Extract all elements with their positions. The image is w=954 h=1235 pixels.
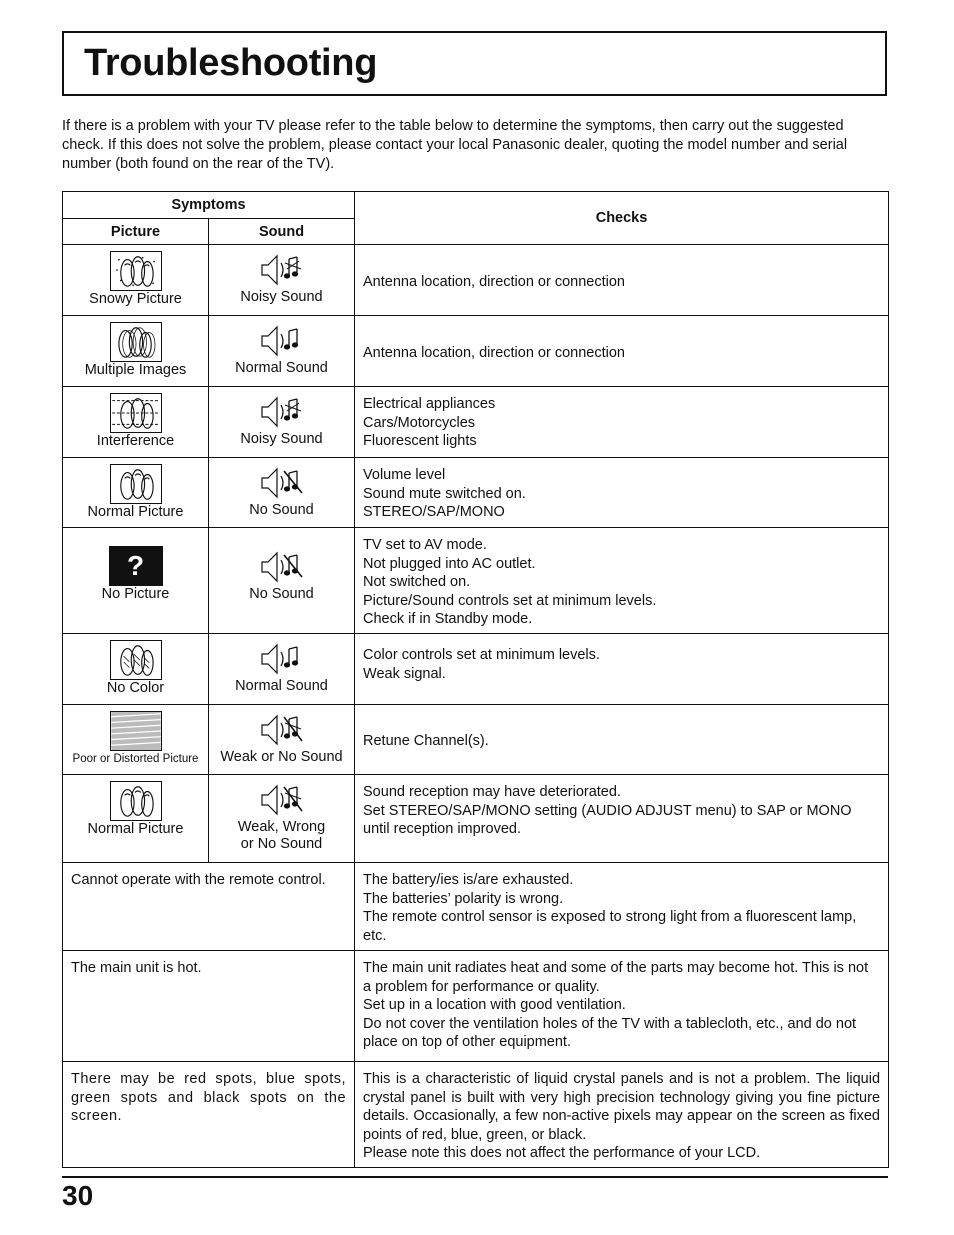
sound-symptom-label: No Sound	[249, 586, 314, 602]
intro-paragraph: If there is a problem with your TV please refer to the table below to determine the symptoms, then carry out the suggested check. If this does not solve the problem, please contact your local Panasonic dealer, quoting the model number and serial number (both found on the rear of the TV).	[62, 118, 848, 172]
table-row	[63, 387, 889, 458]
symptom-cell: There may be red spots, blue spots, green spots and black spots on the screen.	[63, 1061, 355, 1167]
penguins-ghost-icon	[110, 322, 162, 362]
picture-symptom-label: Poor or Distorted Picture	[72, 752, 199, 765]
distorted-lines-icon	[110, 711, 162, 751]
picture-symptom-label: Normal Picture	[87, 504, 184, 520]
speaker-weak-icon	[257, 711, 307, 749]
penguins-normal-icon	[110, 464, 162, 504]
table-row	[63, 862, 889, 950]
footer-rule	[62, 1176, 888, 1178]
picture-symptom-label: No Color	[106, 679, 165, 696]
picture-symptom-label: Multiple Images	[84, 362, 187, 378]
sound-symptom-label: Weak or No Sound	[220, 748, 343, 765]
speaker-noisy-icon	[257, 393, 307, 431]
sound-header: Sound	[209, 219, 355, 245]
penguins-interference-icon	[110, 393, 162, 433]
table-row	[63, 1061, 889, 1167]
checks-cell: Color controls set at minimum levels. Weak signal.	[355, 633, 889, 704]
speaker-weak-icon	[257, 781, 307, 819]
table-row	[63, 950, 889, 1061]
table-row	[63, 774, 889, 862]
troubleshooting-table	[62, 191, 889, 1168]
checks-header: Checks	[355, 192, 889, 245]
checks-cell: Volume level Sound mute switched on. STEREO/SAP/MONO	[355, 458, 889, 528]
speaker-normal-icon	[257, 640, 307, 678]
picture-symptom-label: Normal Picture	[87, 820, 184, 837]
checks-cell: TV set to AV mode. Not plugged into AC outlet. Not switched on. Picture/Sound controls set at minimum levels. Check if in Standby mode.	[355, 528, 889, 634]
page-number: 30	[62, 1180, 94, 1211]
checks-cell: The main unit radiates heat and some of the parts may become hot. This is not a problem for performance or quality. Set up in a location with good ventilation. Do not cover the ventilation holes of the TV with a tablecloth, etc., and do not place on top of other equipment.	[355, 950, 889, 1061]
sound-symptom-label: Noisy Sound	[240, 431, 323, 447]
sound-symptom-label: No Sound	[249, 502, 314, 518]
picture-symptom-label: Interference	[96, 433, 175, 449]
speaker-muted-icon	[257, 464, 307, 502]
checks-cell: Retune Channel(s).	[355, 704, 889, 774]
sound-symptom-label: Normal Sound	[235, 677, 328, 694]
checks-cell: Antenna location, direction or connection	[355, 316, 889, 387]
speaker-noisy-icon	[257, 251, 307, 289]
table-row	[63, 245, 889, 316]
symptom-cell: The main unit is hot.	[63, 950, 355, 1061]
checks-cell: This is a characteristic of liquid crystal panels and is not a problem. The liquid crystal panel is built with very high precision technology giving you fine picture details. Occasionally, a few non-active pixels may appear on the screen as fixed points of red, blue, green, or black. Please note this does not affect the performance of your LCD.	[355, 1061, 889, 1167]
penguins-no-color-icon	[110, 640, 162, 680]
symptom-cell: Cannot operate with the remote control.	[63, 862, 355, 950]
sound-symptom-label: Normal Sound	[235, 360, 328, 376]
table-row	[63, 704, 889, 774]
penguins-normal-icon	[110, 781, 162, 821]
sound-symptom-label: Weak, Wrong or No Sound	[237, 818, 326, 852]
question-mark-icon: ?	[109, 546, 163, 586]
table-row	[63, 528, 889, 634]
checks-cell: The battery/ies is/are exhausted. The batteries’ polarity is wrong. The remote control sensor is exposed to strong light from a fluorescent lamp, etc.	[355, 862, 889, 950]
picture-symptom-label: No Picture	[101, 586, 170, 602]
checks-cell: Electrical appliances Cars/Motorcycles Fluorescent lights	[355, 387, 889, 458]
sound-symptom-label: Noisy Sound	[240, 289, 323, 305]
picture-header: Picture	[63, 219, 209, 245]
checks-cell: Antenna location, direction or connection	[355, 245, 889, 316]
symptoms-header: Symptoms	[63, 192, 355, 219]
penguins-snowy-icon	[110, 251, 162, 291]
speaker-muted-icon	[257, 548, 307, 586]
speaker-normal-icon	[257, 322, 307, 360]
table-row	[63, 458, 889, 528]
table-row	[63, 316, 889, 387]
picture-symptom-label: Snowy Picture	[89, 291, 182, 307]
title-box	[62, 31, 887, 96]
table-row	[63, 633, 889, 704]
checks-cell: Sound reception may have deteriorated. Set STEREO/SAP/MONO setting (AUDIO ADJUST menu) to SAP or MONO until reception improved.	[355, 774, 889, 862]
page-title: Troubleshooting	[84, 42, 378, 84]
